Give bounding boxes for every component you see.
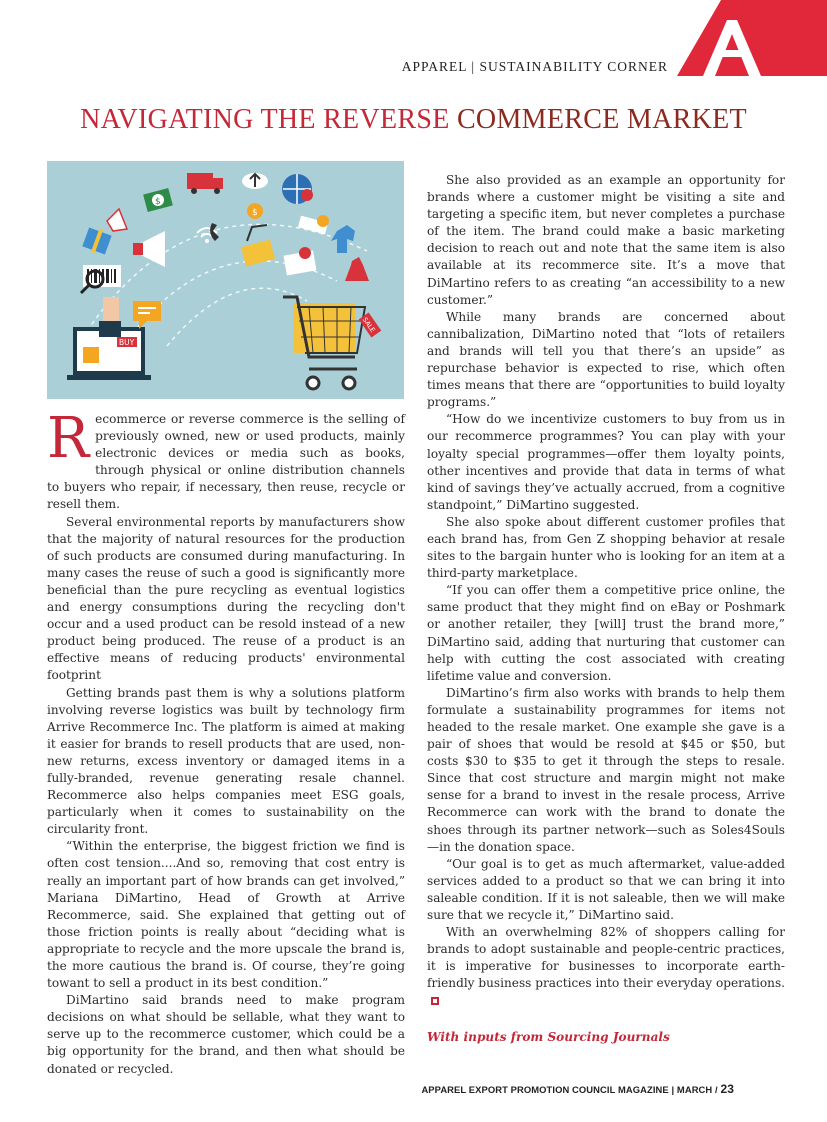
paragraph <box>47 406 405 514</box>
paragraph: DiMartino said brands need to make program decisions on what should be sellable, what they want to serve up to the recommerce customer, which could be a big opportunity for the brand, and then what should be donated or recycled. <box>47 993 405 1076</box>
end-mark-icon <box>431 997 439 1005</box>
article-title <box>0 104 827 136</box>
hero-illustration <box>47 161 404 399</box>
page-footer <box>421 1082 734 1096</box>
source-credit: With inputs from Sourcing Journals <box>427 1029 670 1044</box>
paragraph-text: With an overwhelming 82% of shoppers calling for brands to adopt sustainable and people-centric practices, it is imperative for businesses to incorporate earth-friendly business practices into their everyday operations. <box>427 925 785 991</box>
paragraph: While many brands are concerned about cannibalization, DiMartino noted that “lots of retailers and brands will tell you that there’s an upside” as repurchase behavior is expected to rise, which often times means that there are “opportunities to build loyalty programs.” <box>427 309 785 410</box>
paragraph: She also spoke about different customer profiles that each brand has, from Gen Z shopping behavior at resale sites to the bargain hunter who is looking for an item at a third-party marketplace. <box>427 514 785 581</box>
buy-label: BUY <box>119 338 135 347</box>
paragraph: DiMartino’s firm also works with brands to help them formulate a sustainability programmes for items not headed to the resale market. One example she gave is a pair of shoes that would be resold at $45 or $50, but costs $30 to $35 to get it through the steps to resale. Since that cost structure and margin might not make sense for a brand to invest in the resale process, Arrive Recommerce can work with the brand to donate the shoes through its partner network—such as Soles4Souls—in the donation space. <box>427 685 785 854</box>
dollar-coin-icon <box>247 203 263 219</box>
paragraph: Several environmental reports by manufacturers show that the majority of natural resources for the production of such products are consumed during manufacturing. In many cases the reuse of such a good is significantly more beneficial than the pure recycling as eventual logistics and energy consumptions during the recycling don't occur and a used product can be resold instead of a new product being produced. The reuse of a product is an effective means of reducing products' environmental footprint <box>47 514 405 683</box>
title-part-1: NAVIGATING THE REVERSE <box>80 104 457 135</box>
paragraph-text: ecommerce or reverse commerce is the selling of previously owned, new or used products, mainly electronic devices or media such as books, through physical or online distribution channels to buyers who repair, if necessary, then reuse, recycle or resell them. <box>47 412 405 512</box>
magazine-logo <box>677 0 827 76</box>
article-column-left <box>47 406 405 1078</box>
article-column-right <box>427 172 785 1046</box>
paragraph-last <box>427 924 785 1009</box>
paragraph: “Our goal is to get as much aftermarket, value-added services added to a product so that we can bring it into saleable condition. If it is not saleable, then we will make sure that we recycle it,” DiMartino said. <box>427 856 785 923</box>
paragraph: Getting brands past them is why a solutions platform involving reverse logistics was built by technology firm Arrive Recommerce Inc. The platform is aimed at making it easier for brands to resell products that are used, non-new returns, excess inventory or damaged items in a fully-branded, revenue generating resale channel. Recommerce also helps companies meet ESG goals, particularly when it comes to sustainability on the circularity front. <box>47 685 405 837</box>
paragraph: “Within the enterprise, the biggest friction we find is often cost tension....And so, removing that cost entry is really an important part of how brands can get involved,” Mariana DiMartino, Head of Growth at Arrive Recommerce, said. She explained that getting out of those friction points is really about “deciding what is appropriate to recycle and the more upscale the brand is, the more cautious the brand is. Of course, they’re going towant to sell a product in its best condition.” <box>47 839 405 991</box>
cloud-icon <box>242 173 268 189</box>
magazine-name: APPAREL EXPORT PROMOTION COUNCIL MAGAZINE | MARCH / <box>421 1084 718 1095</box>
svg-text:$: $ <box>252 208 258 218</box>
svg-text:$: $ <box>155 197 161 207</box>
page-number: 23 <box>720 1082 734 1096</box>
drop-cap: R <box>47 406 90 471</box>
sale-label: SALE <box>360 315 377 334</box>
paragraph: She also provided as an example an opportunity for brands where a customer might be visiting a site and targeting a specific item, but never completes a purchase of the item. The brand could make a basic marketing decision to reach out and note that the same item is also available at its recommerce site. It’s a move that DiMartino refers to as creating “an accessibility to a new customer.” <box>427 173 785 307</box>
paragraph: “How do we incentivize customers to buy from us in our recommerce programmes? You can play with your loyalty special programmes—offer them loyalty points, other incentives and provide that data in terms of what kind of savings they’ve actually accrued, from a cognitive standpoint,” DiMartino suggested. <box>427 412 785 512</box>
section-label: APPAREL | SUSTAINABILITY CORNER <box>401 59 668 74</box>
title-part-2: COMMERCE MARKET <box>456 104 747 135</box>
paragraph: “If you can offer them a competitive price online, the same product that they might find on eBay or Poshmark or another retailer, they [will] trust the brand more,” DiMartino said, adding that nurturing that customer can help with cutting the cost associated with creating lifetime value and conversion. <box>427 583 785 683</box>
